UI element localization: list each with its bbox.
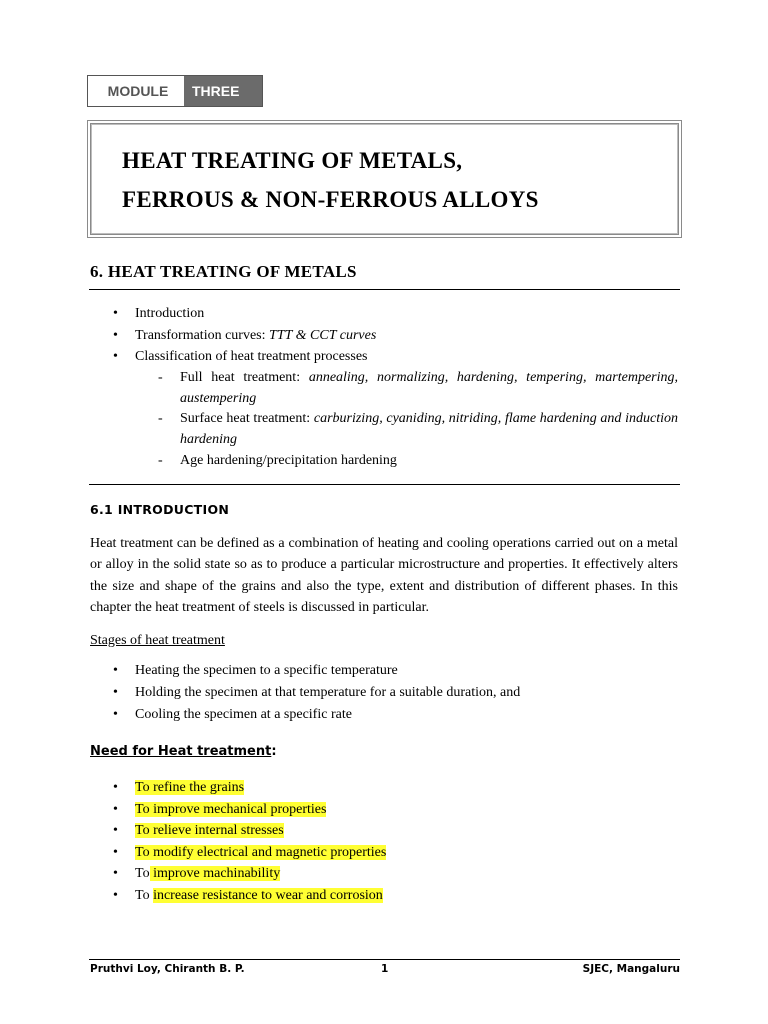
need-highlight: increase resistance to wear and corrosion [153, 888, 383, 903]
sub-item-text: Full heat treatment: [180, 370, 309, 385]
section-rule [89, 289, 680, 290]
need-highlight: To relieve internal stresses [135, 823, 284, 838]
sub-item-italic: annealing, normalizing, hardening, tempering, martempering, austempering [180, 370, 678, 406]
section-heading: 6. HEAT TREATING OF METALS [90, 262, 357, 281]
sub-item-text: Surface heat treatment: [180, 411, 314, 426]
bullet-text: Classification of heat treatment processes [135, 349, 368, 364]
stage-text: Holding the specimen at that temperature for a suitable duration, and [135, 685, 521, 700]
need-highlight: To refine the grains [135, 780, 245, 795]
stage-text: Heating the specimen to a specific temperature [135, 663, 398, 678]
need-plain: To [135, 888, 154, 903]
stage-text: Cooling the specimen at a specific rate [135, 707, 352, 722]
need-item [135, 780, 244, 796]
stage-item [135, 707, 352, 723]
need-heading-text: Need for Heat treatment [90, 744, 272, 759]
stage-item [135, 663, 398, 679]
need-plain: To [135, 866, 150, 881]
need-heading [90, 744, 277, 759]
sub-item-text: Age hardening/precipitation hardening [180, 453, 397, 468]
bullet-text: Transformation curves: [135, 328, 270, 343]
footer-institution: SJEC, Mangaluru [582, 963, 680, 975]
overview-bullet [135, 349, 367, 365]
intro-rule [89, 484, 680, 485]
module-tag [87, 75, 263, 107]
overview-bullet [135, 328, 376, 344]
footer-authors: Pruthvi Loy, Chiranth B. P. [90, 963, 245, 975]
sub-item-italic: carburizing, cyaniding, nitriding, flame hardening and induction hardening [180, 411, 678, 447]
need-item [135, 866, 280, 882]
need-heading-colon: : [271, 744, 277, 759]
overview-bullet [135, 306, 204, 322]
need-item [135, 802, 326, 818]
title-line-1: HEAT TREATING OF METALS, [122, 148, 463, 173]
stage-item [135, 685, 520, 701]
stages-label: Stages of heat treatment [90, 633, 225, 648]
module-number: THREE [184, 76, 262, 106]
title-line-2: FERROUS & NON-FERROUS ALLOYS [122, 187, 539, 212]
need-item [135, 823, 284, 839]
need-highlight: To improve mechanical properties [135, 802, 327, 817]
need-highlight: improve machinability [149, 866, 281, 881]
footer-rule [89, 959, 680, 960]
sub-item [180, 450, 678, 471]
sub-item [180, 367, 678, 409]
need-item [135, 845, 386, 861]
module-label: MODULE [107, 83, 169, 99]
sub-item [180, 408, 678, 450]
bullet-text: Introduction [135, 306, 205, 321]
footer-page-number: 1 [381, 963, 389, 975]
intro-heading: 6.1 INTRODUCTION [90, 502, 230, 517]
title-box [87, 120, 682, 238]
need-highlight: To modify electrical and magnetic properties [135, 845, 387, 860]
bullet-italic: TTT & CCT curves [269, 328, 377, 343]
need-item [135, 888, 383, 904]
intro-paragraph: Heat treatment can be defined as a combination of heating and cooling operations carried out on a metal or alloy in the solid state so as to produce a particular microstructure and properties. It effectively alters the size and shape of the grains and also the type, extent and distribution of different phases. In this chapter the heat treatment of steels is discussed in particular. [90, 536, 678, 615]
